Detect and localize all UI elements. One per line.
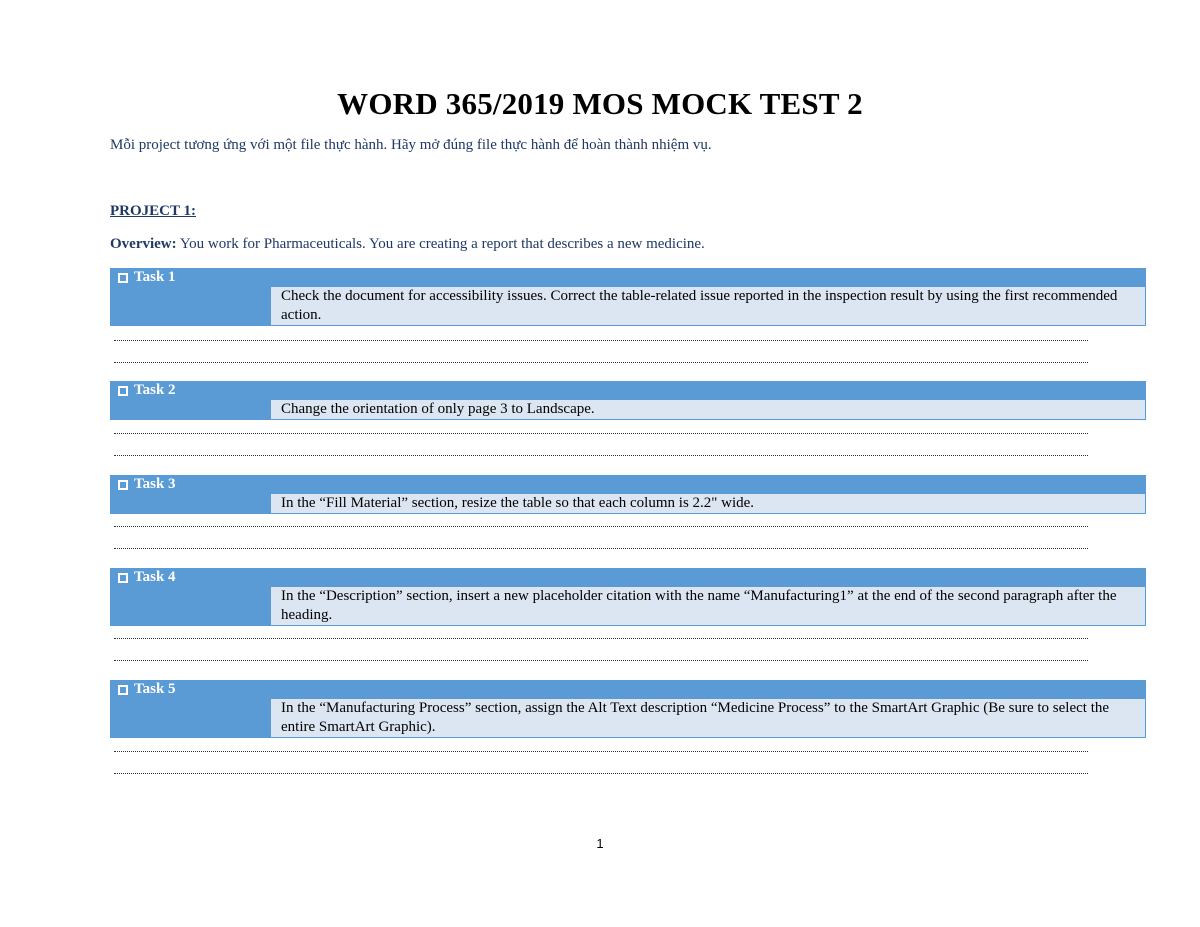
task-description: In the “Fill Material” section, resize the table so that each column is 2.2" wide. xyxy=(270,494,1146,514)
task-block xyxy=(110,268,1146,326)
task-body xyxy=(110,699,1146,738)
checkbox-icon[interactable] xyxy=(118,685,128,695)
page-number: 1 xyxy=(596,836,604,851)
checkbox-icon[interactable] xyxy=(118,386,128,396)
answer-line xyxy=(114,455,1088,457)
task-label: Task 4 xyxy=(134,569,176,585)
document-title: WORD 365/2019 MOS MOCK TEST 2 xyxy=(337,86,863,121)
task-header xyxy=(110,568,1146,587)
task-header xyxy=(110,475,1146,494)
task-label: Task 1 xyxy=(134,269,176,285)
task-margin xyxy=(110,699,270,738)
task-margin xyxy=(110,494,270,514)
answer-line xyxy=(114,660,1088,662)
task-margin xyxy=(110,287,270,326)
checkbox-icon[interactable] xyxy=(118,273,128,283)
checkbox-icon[interactable] xyxy=(118,573,128,583)
answer-line xyxy=(114,638,1088,640)
answer-line xyxy=(114,362,1088,364)
project-overview xyxy=(110,236,705,253)
overview-text: You work for Pharmaceuticals. You are creating a report that describes a new medicine. xyxy=(176,236,705,252)
task-body xyxy=(110,287,1146,326)
checkbox-icon[interactable] xyxy=(118,480,128,490)
task-margin xyxy=(110,587,270,626)
task-header xyxy=(110,381,1146,400)
project-heading: PROJECT 1: xyxy=(110,203,196,219)
task-description: Check the document for accessibility issues. Correct the table-related issue reported in the inspection result by using the first recommended action. xyxy=(270,287,1146,326)
task-description: In the “Manufacturing Process” section, assign the Alt Text description “Medicine Process” to the SmartArt Graphic (Be sure to select the entire SmartArt Graphic). xyxy=(270,699,1146,738)
overview-label: Overview: xyxy=(110,236,177,252)
answer-line xyxy=(114,340,1088,342)
task-block xyxy=(110,568,1146,626)
task-header xyxy=(110,680,1146,699)
task-margin xyxy=(110,400,270,420)
task-body xyxy=(110,587,1146,626)
task-block xyxy=(110,680,1146,738)
task-description: Change the orientation of only page 3 to Landscape. xyxy=(270,400,1146,420)
answer-line xyxy=(114,751,1088,753)
task-description: In the “Description” section, insert a new placeholder citation with the name “Manufacturing1” at the end of the second paragraph after the heading. xyxy=(270,587,1146,626)
task-body xyxy=(110,400,1146,420)
task-body xyxy=(110,494,1146,514)
task-label: Task 2 xyxy=(134,382,176,398)
intro-text: Mỗi project tương ứng với một file thực hành. Hãy mở đúng file thực hành để hoàn thành nhiệm vụ. xyxy=(110,137,712,153)
task-block xyxy=(110,475,1146,514)
answer-line xyxy=(114,526,1088,528)
task-header xyxy=(110,268,1146,287)
answer-line xyxy=(114,773,1088,775)
answer-line xyxy=(114,548,1088,550)
task-label: Task 3 xyxy=(134,476,176,492)
task-block xyxy=(110,381,1146,420)
task-label: Task 5 xyxy=(134,681,176,697)
answer-line xyxy=(114,433,1088,435)
